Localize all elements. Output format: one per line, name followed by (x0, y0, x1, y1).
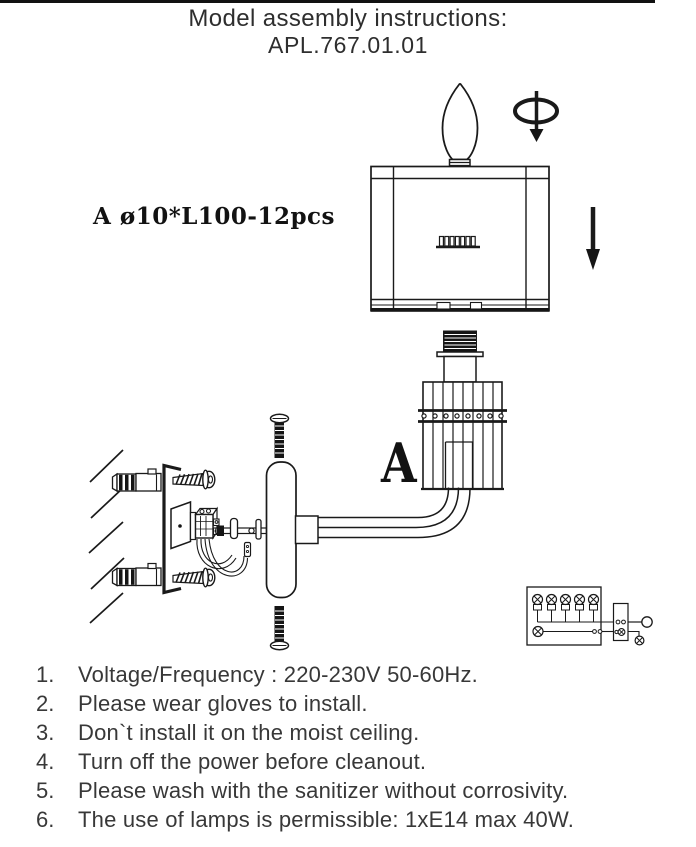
instruction-item-4 (36, 747, 684, 776)
wiring-diagram-drawing (527, 587, 652, 645)
instruction-text: Turn off the power before cleanout. (78, 749, 427, 774)
instruction-number: 3. (36, 720, 55, 745)
instruction-text: Please wash with the sanitizer without corrosivity. (78, 778, 569, 803)
instruction-number: 5. (36, 778, 55, 803)
mounting-screw-top (173, 470, 215, 489)
wall-plate-drawing (267, 414, 319, 649)
instruction-text: Don`t install it on the moist ceiling. (78, 720, 420, 745)
connector-and-lamp (614, 604, 653, 645)
instruction-text: The use of lamps is permissible: 1xE14 max 40W. (78, 807, 575, 832)
instruction-number: 1. (36, 662, 55, 687)
wall-anchor-bottom (113, 564, 162, 586)
part-spec-label: A ø10*L100-12pcs (93, 203, 335, 230)
down-arrow-icon (586, 207, 600, 270)
instruction-item-2 (36, 689, 684, 718)
instruction-item-3 (36, 718, 684, 747)
instruction-list (36, 660, 684, 834)
part-letter-label: A (381, 431, 417, 495)
instruction-text: Voltage/Frequency : 220-230V 50-60Hz. (78, 662, 478, 687)
instruction-item-1 (36, 660, 684, 689)
glass-socket-part-drawing (418, 331, 507, 489)
instruction-number: 6. (36, 807, 55, 832)
long-screw-top (271, 414, 289, 458)
lamp-arm-drawing (318, 488, 471, 538)
threaded-rod-drawing (216, 519, 267, 557)
junction-box-drawing (191, 509, 220, 540)
rotate-bulb-icon (515, 91, 557, 142)
instruction-text: Please wear gloves to install. (78, 691, 368, 716)
instruction-item-5 (36, 776, 684, 805)
instruction-item-6 (36, 805, 684, 834)
instruction-number: 4. (36, 749, 55, 774)
model-code: APL.767.01.01 (268, 32, 428, 58)
page-title: Model assembly instructions: (188, 5, 508, 32)
mounting-screw-bottom (173, 568, 215, 587)
wall-anchor-top (113, 469, 162, 491)
wall-mounting-drawing (89, 450, 267, 623)
instruction-number: 2. (36, 691, 55, 716)
long-screw-bottom (271, 606, 289, 650)
lampshade-drawing (371, 167, 550, 312)
